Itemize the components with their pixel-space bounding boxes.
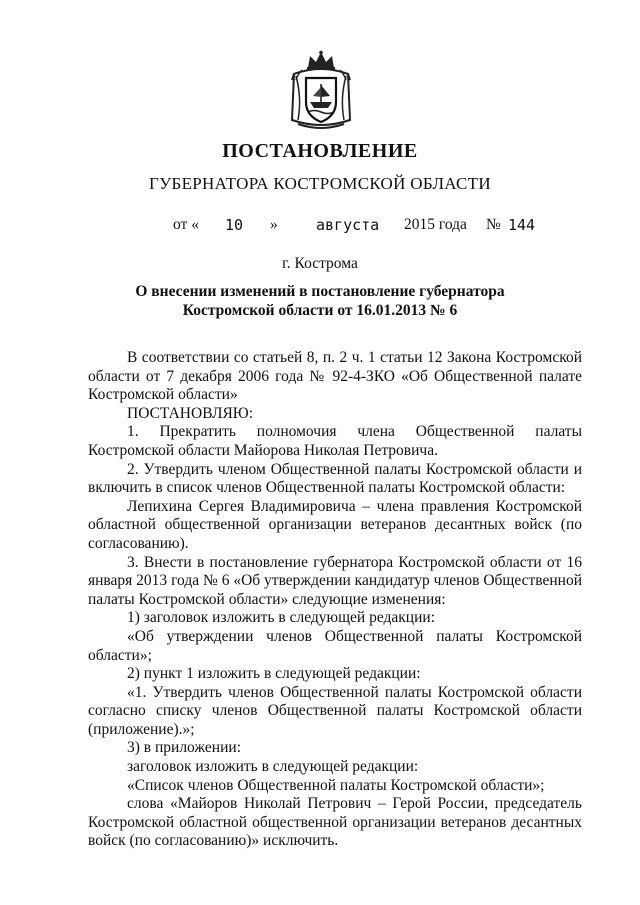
date-prefix: от « (173, 216, 199, 233)
date-close-quote: » (270, 216, 278, 233)
document-heading (0, 282, 640, 320)
date-day: 10 (225, 216, 244, 234)
date-line (0, 216, 640, 238)
paragraph-item-3: 3. Внести в постановление губернатора Костромской области от 16 января 2013 года № 6 «Об утверждении кандидатур членов Общественной палаты Костромской области» следующие изменения: (88, 553, 582, 608)
date-year: 2015 года (404, 216, 467, 233)
paragraph-appointee: Лепихина Сергея Владимировича – члена правления Костромской областной общественной организации ветеранов десантных войск (по согласованию). (88, 497, 582, 552)
paragraph-exclusion: слова «Майоров Николай Петрович – Герой России, председатель Костромской областной общественной организации ветеранов десантных войск (по согласованию)» исключить. (88, 795, 582, 850)
document-number: 144 (508, 216, 536, 234)
date-month: августа (316, 216, 380, 234)
paragraph-item-1: 1. Прекратить полномочия члена Общественной палаты Костромской области Майорова Николая Петровича. (88, 423, 582, 459)
paragraph-preamble: В соответствии со статьей 8, п. 2 ч. 1 статьи 12 Закона Костромской области от 7 декабря 2006 года № 92-4-ЗКО «Об Общественной палате Костромской области» (88, 349, 582, 404)
document-title: ПОСТАНОВЛЕНИЕ (222, 140, 418, 162)
number-sign: № (486, 216, 501, 233)
paragraph-appendix-new-title: «Список членов Общественной палаты Костромской области»; (127, 776, 545, 794)
paragraph-subitem-2: 2) пункт 1 изложить в следующей редакции: (127, 665, 421, 683)
coat-of-arms-icon (288, 50, 354, 132)
paragraph-subitem-3: 3) в приложении: (127, 739, 241, 757)
paragraph-decree-word: ПОСТАНОВЛЯЮ: (127, 404, 254, 422)
document-subtitle: ГУБЕРНАТОРА КОСТРОМСКОЙ ОБЛАСТИ (149, 174, 491, 193)
paragraph-appendix-title-instruction: заголовок изложить в следующей редакции: (127, 758, 419, 776)
paragraph-item-2: 2. Утвердить членом Общественной палаты Костромской области и включить в список членов Общественной палаты Костромской области: (88, 460, 582, 497)
paragraph-new-title: «Об утверждении членов Общественной палаты Костромской области»; (88, 627, 582, 664)
paragraph-subitem-1: 1) заголовок изложить в следующей редакции: (127, 609, 435, 627)
city-line: г. Кострома (282, 255, 358, 272)
document-body (88, 349, 582, 851)
paragraph-new-point-1: «1. Утвердить членов Общественной палаты Костромской области согласно списку членов Общественной палаты Костромской области (приложение).»; (88, 683, 582, 738)
heading-line-2: Костромской области от 16.01.2013 № 6 (182, 302, 458, 319)
heading-line-1: О внесении изменений в постановление губернатора (135, 283, 505, 300)
